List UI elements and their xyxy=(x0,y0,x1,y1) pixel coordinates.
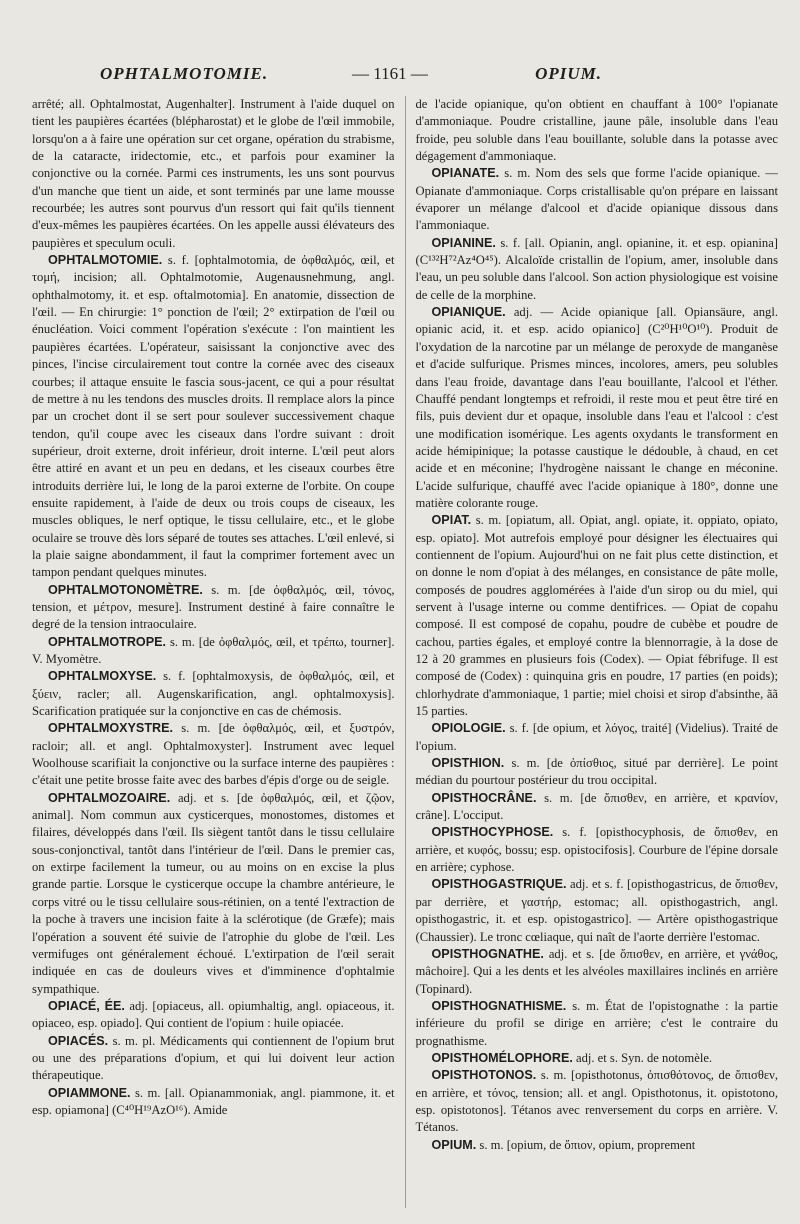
entry-definition: adj. et s. Syn. de notomèle. xyxy=(572,1050,713,1065)
entry-headword: OPISTHOGNATHISME. xyxy=(431,998,567,1013)
entry-definition: s. m. [de ὀπίσθιος, situé par derrière]. Le point médian du pourtour postérieur du trou occipital. xyxy=(415,756,778,788)
page-header xyxy=(100,64,770,84)
dictionary-entry xyxy=(32,634,395,669)
dictionary-entry xyxy=(32,720,395,789)
dictionary-entry xyxy=(416,512,779,720)
entry-definition: s. f. [ophtalmotomia, de ὀφθαλμός, œil, et τομή, incision; all. Ophtalmotomie, Augenausnehmung, angl. ophthalmotomy, it. et esp. oftalmotomia]. En anatomie, dissection de l'œil. — En chirurgie: 1° ponction de l'œil; 2° extirpation de l'œil ou énucléation. Voici comment l'opération s'exécute : l'on maintient les paupières écartées. L'opérateur, saisissant la conjonctive avec des pinces, l'incise circulairement tout contre la cornée avec des ciseaux courbes; il attaque ensuite le fascia sous-jacent, ce qui a pour résultat de mettre à nu les tendons des muscles droits. Il remplace alors la pince par un crochet dont il se sert pour soulever successivement chaque tendon, qu'il coupe avec les ciseaux dans l'ordre suivant : droit supérieur, droit externe, droit inférieur, droit interne. L'œil peut alors être attiré en avant et un peu en dedans, et les ciseaux courbes être introduits derrière lui, le long de la paroi externe de l'orbite. On coupe ensuite rapidement, à l'aide de deux ou trois coups de ciseaux, les muscles obliques, le nerf optique, le tissu cellulaire, etc., et le globe oculaire se trouve dès lors séparé de toutes ses attaches. L'œil enlevé, si la plaie saigne abondamment, il faut la comprimer fortement avec un tampon pendant quelques minutes. xyxy=(32,253,395,580)
entry-headword: OPIAMMONE. xyxy=(48,1085,131,1100)
dictionary-entry xyxy=(32,668,395,720)
entry-definition: adj. et s. f. [opisthogastricus, de ὄπισθεν, par derrière, et γαστήρ, estomac; all. opisthogastrich, angl. opisthogastric, it. et esp. opistogastrico]. — Artère opisthogastrique (Chaussier). Le tronc cœliaque, qui naît de l'aorte derrière l'estomac. xyxy=(415,877,778,944)
dictionary-entry xyxy=(416,235,779,304)
entry-definition: adj. — Acide opianique [all. Opiansäure, angl. opianic acid, it. et esp. acido opianico] (C²⁰H¹⁰O¹⁰). Produit de l'oxydation de la narcotine par un mélange de peroxyde de manganèse et d'acide sulfurique. Prismes minces, incolores, amers, peu solubles dans l'eau froide, davantage dans l'eau bouillante, l'alcool et l'éther. Chauffé pendant longtemps et refroidi, il reste mou et peut être tiré en fils, puis devient dur et opaque, insoluble dans l'eau et l'alcool : c'est une modification isomérique. Les agents oxydants le transforment en acide hémipinique; la potasse caustique le dédouble, à chaud, en cet acide et en méconine; l'hydrogène naissant le change en méconine. L'acide sulfurique, chauffé avec l'acide opianique à 180°, donne une matière colorante rouge. xyxy=(415,305,778,510)
entry-definition: arrêté; all. Ophtalmostat, Augenhalter]. Instrument à l'aide duquel on tient les paupières écartées (blépharostat) et le globe de l'œil immobile, lorsqu'on a à faire une opération sur cet organe, opération du strabisme, de la cataracte, iridectomie, etc., et parfois pour examiner la conjonctive ou la cornée. Parmi ces instruments, les uns sont pourvus d'un manche que tient un aide, et sont terminés par une lame mousse recourbée; les autres sont pourvus d'un ressort qui fait qu'ils tiennent d'eux-mêmes les paupières écartées. On les appelle aussi élévateurs des paupières et speculum oculi. xyxy=(32,97,395,250)
dictionary-entry xyxy=(416,1137,779,1154)
entry-headword: OPIANATE. xyxy=(431,166,500,181)
dictionary-entry xyxy=(416,1050,779,1067)
entry-headword: OPIACÉ, ÉE. xyxy=(48,998,125,1013)
entry-definition: s. m. [opium, de ὄπιον, opium, proprement xyxy=(476,1137,696,1152)
entry-definition: adj. [opiaceus, all. opiumhaltig, angl. opiaceous, it. opiaceo, esp. opiado]. Qui contient de l'opium : huile opiacée. xyxy=(32,998,395,1031)
dictionary-entry xyxy=(416,998,779,1050)
dictionary-entry xyxy=(416,755,779,790)
dictionary-entry xyxy=(416,824,779,876)
entry-definition: s. f. [all. Opianin, angl. opianine, it. et esp. opianina] (C¹³²H⁷²Az⁴O⁴⁵). Alcaloïde cristallin de l'opium, amer, insoluble dans l'eau, un peu soluble dans l'alcool. Son action physiologique est voisine de celle de la morphine. xyxy=(415,235,778,302)
entry-headword: OPISTHION. xyxy=(431,756,505,771)
dictionary-entry xyxy=(32,1033,395,1085)
entry-headword: OPIAT. xyxy=(431,513,472,528)
dictionary-entry xyxy=(32,1085,395,1120)
header-right-guideword: OPIUM. xyxy=(535,64,602,83)
entry-headword: OPHTALMOTROPE. xyxy=(48,634,167,649)
left-column xyxy=(32,96,405,1208)
entry-headword: OPISTHOMÉLOPHORE. xyxy=(431,1050,573,1065)
dictionary-entry xyxy=(416,790,779,825)
page-number: — 1161 — xyxy=(352,64,428,83)
dictionary-entry xyxy=(416,876,779,945)
dictionary-entry xyxy=(416,720,779,755)
entry-definition: s. m. [all. Opianammoniak, angl. piammone, it. et esp. opiamona] (C⁴⁰H¹⁹AzO¹⁶). Amide xyxy=(32,1085,395,1117)
entry-headword: OPISTHOCRÂNE. xyxy=(431,790,537,805)
entry-definition: adj. et s. [de ὀφθαλμός, œil, et ζῷον, animal]. Nom commun aux cysticerques, monostomes, distomes et filaires, développés dans l'œil. Ils siègent tantôt dans le tissu cellulaire sous-conjonctival, tantôt dans l'intérieur de l'œil. Dans le premier cas, on extirpe facilement la tumeur, ou au moins on en excise la plus grande partie. Lorsque le cysticerque occupe la chambre antérieure, le corps vitré ou le tissu cellulaire sous-rétinien, on a tenté l'extraction de la poche à travers une incision faite à la sclérotique (de Græfe); mais l'opération a souvent été suivie de l'atrophie du globe de l'œil. Les vermifuges ont généralement échoué. L'extirpation de l'œil serait indiquée en cas de douleurs vives et d'imminence d'ophtalmie sympathique. xyxy=(32,790,395,996)
entry-headword: OPIANIQUE. xyxy=(431,305,506,320)
header-left-guideword: OPHTALMOTOMIE. xyxy=(100,64,269,83)
entry-headword: OPHTALMOXYSTRE. xyxy=(48,721,174,736)
dictionary-entry xyxy=(416,165,779,234)
text-columns xyxy=(32,96,778,1208)
dictionary-entry xyxy=(32,96,395,252)
dictionary-entry xyxy=(416,304,779,512)
entry-headword: OPHTALMOXYSE. xyxy=(48,669,157,684)
entry-definition: adj. et s. [de ὄπισθεν, en arrière, et γνάθος, mâchoire]. Qui a les dents et les alvéoles maxillaires inclinés en arrière (Topinard). xyxy=(415,946,778,996)
entry-headword: OPISTHOTONOS. xyxy=(431,1068,537,1083)
dictionary-entry xyxy=(32,790,395,998)
dictionary-entry xyxy=(416,946,779,998)
entry-headword: OPHTALMOTOMIE. xyxy=(48,253,163,268)
entry-headword: OPHTALMOZOAIRE. xyxy=(48,790,171,805)
entry-definition: s. m. [opisthotonus, ὀπισθότονος, de ὄπισθεν, en arrière, et τόνος, tension; all. et angl. Opisthotonus, it. opistotono, esp. opistotonos]. Tétanos avec renversement du corps en arrière. V. Tétanos. xyxy=(415,1068,778,1135)
entry-definition: s. m. Nom des sels que forme l'acide opianique. — Opianate d'ammoniaque. Corps cristallisable qu'on prépare en laissant évaporer un mélange d'alcool et d'acide opianique dissous dans l'ammoniaque. xyxy=(415,166,778,233)
entry-definition: de l'acide opianique, qu'on obtient en chauffant à 100° l'opianate d'ammoniaque. Poudre cristalline, jaune pâle, insoluble dans l'eau froide, peu soluble dans l'eau bouillante, soluble dans la potasse avec dégagement d'ammoniaque. xyxy=(415,97,778,164)
dictionary-entry xyxy=(416,96,779,165)
entry-headword: OPISTHOCYPHOSE. xyxy=(431,825,554,840)
entry-definition: s. m. État de l'opistognathe : la partie inférieure du profil se dirige en arrière; c'est le contraire du prognathisme. xyxy=(415,998,778,1048)
entry-definition: s. m. [de ὀφθαλμός, œil, τόνος, tension, et μέτρον, mesure]. Instrument destiné à faire connaître le degré de la tension intraoculaire. xyxy=(32,582,395,632)
entry-headword: OPHTALMOTONOMÈTRE. xyxy=(48,582,203,597)
dictionary-entry xyxy=(32,998,395,1033)
dictionary-entry xyxy=(416,1067,779,1136)
entry-headword: OPIUM. xyxy=(431,1137,477,1152)
entry-headword: OPIANINE. xyxy=(431,235,496,250)
entry-headword: OPISTHOGNATHE. xyxy=(431,946,544,961)
entry-definition: s. f. [ophtalmoxysis, de ὀφθαλμός, œil, et ξύειν, racler; all. Augenskarification, angl. ophtalmoxysis]. Scarification pratiquée sur la conjonctive en cas de chémosis. xyxy=(32,669,395,719)
entry-definition: s. f. [opisthocyphosis, de ὄπισθεν, en arrière, et κυφός, bossu; esp. opistocifosis]. Courbure de l'épine dorsale en arrière; cyphose. xyxy=(415,825,778,875)
entry-definition: s. m. [opiatum, all. Opiat, angl. opiate, it. oppiato, opiato, esp. opiato]. Mot autrefois employé pour désigner les électuaires qui contiennent de l'opium. Aujourd'hui on ne fait plus cette distinction, et on donne le nom d'opiat à des mélanges, en consistance de pâte molle, composés de poudres agglomérées à l'aide d'un sirop ou du miel, qui servent à l'usage interne ou comme dentifrices. — Opiat de copahu composé. Il est composé de copahu, poudre de cubèbe et poudre de cachou, parties égales, et employé contre la blennorragie, à la dose de 12 à 20 grammes en plusieurs fois (Codex). — Opiat fébrifuge. Il est composé de (Codex) : quinquina gris en poudre, 17 parties (en poids); chlorhydrate d'ammoniaque, 1 partie; miel choisi et sirop d'absinthe, ãã 15 parties. xyxy=(415,513,778,719)
entry-headword: OPISTHOGASTRIQUE. xyxy=(431,877,567,892)
entry-headword: OPIOLOGIE. xyxy=(431,721,506,736)
entry-headword: OPIACÉS. xyxy=(48,1033,109,1048)
entry-definition: s. f. [de opium, et λόγος, traité] (Videlius). Traité de l'opium. xyxy=(415,721,778,753)
entry-definition: s. m. [de ὀφθαλμός, œil, et τρέπω, tourner]. V. Myomètre. xyxy=(32,634,395,666)
entry-definition: s. m. pl. Médicaments qui contiennent de l'opium brut ou une des préparations d'opium, et qui lui doivent leur action thérapeutique. xyxy=(32,1033,395,1083)
dictionary-entry xyxy=(32,252,395,582)
entry-definition: s. m. [de ὄπισθεν, en arrière, et κρανίον, crâne]. L'occiput. xyxy=(415,790,778,823)
entry-definition: s. m. [de ὀφθαλμός, œil, et ξυστρόν, racloir; all. et angl. Ophtalmoxyster]. Instrument avec lequel Woolhouse scarifiait la conjonctive ou la surface interne des paupières : c'était une petite brosse faite avec des barbes d'épis d'orge ou de seigle. xyxy=(32,721,395,788)
right-column xyxy=(405,96,779,1208)
dictionary-entry xyxy=(32,582,395,634)
